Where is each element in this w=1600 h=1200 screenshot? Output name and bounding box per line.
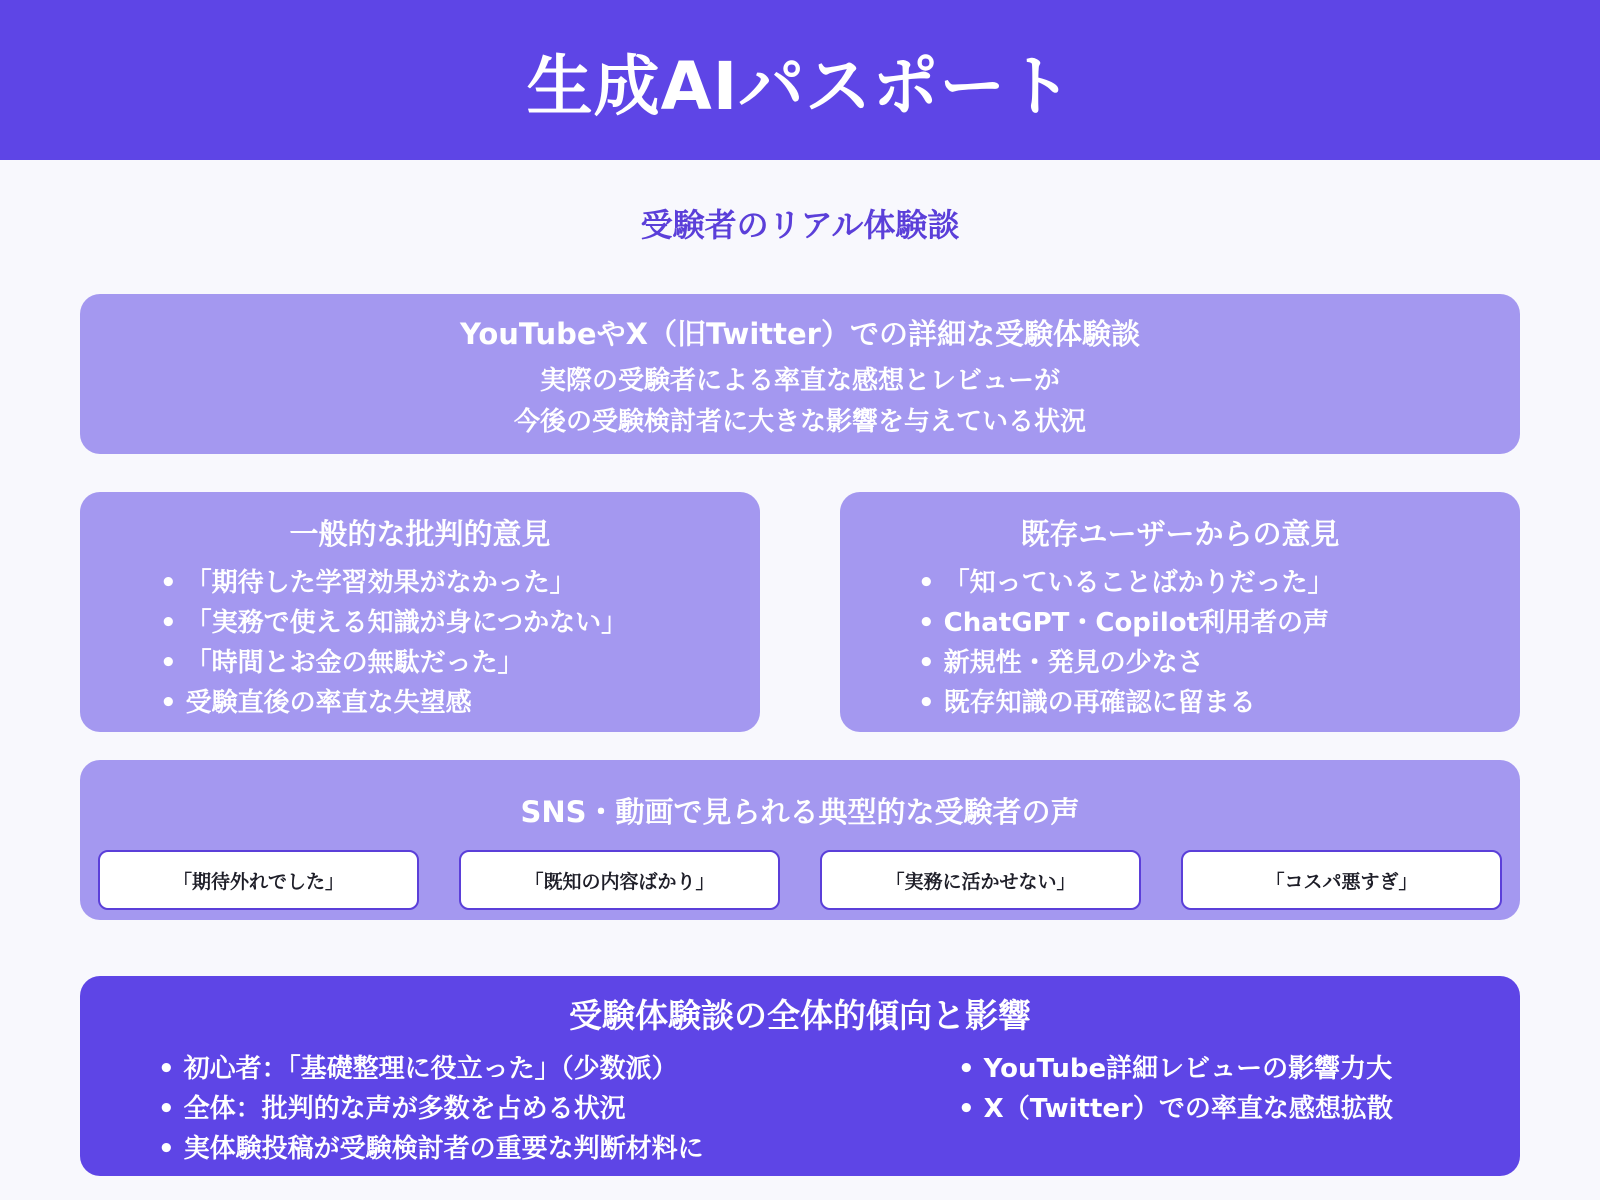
existing-users-list (840, 563, 1520, 723)
quote-box: 「既知の内容ばかり」 (459, 850, 780, 910)
quote-box: 「期待外れでした」 (98, 850, 419, 910)
top-panel-line: 今後の受験検討者に大きな影響を与えている状況 (513, 407, 1086, 437)
sns-voices-panel (80, 760, 1520, 920)
summary-title: 受験体験談の全体的傾向と影響 (569, 996, 1031, 1035)
quote-row (98, 850, 1502, 910)
critical-opinions-title: 一般的な批判的意見 (289, 517, 551, 551)
header-banner (0, 0, 1600, 160)
sns-voices-title: SNS・動画で見られる典型的な受験者の声 (520, 795, 1080, 829)
list-item: • 受験直後の率直な失望感 (160, 683, 760, 723)
list-item: • ChatGPT・Copilot利用者の声 (918, 603, 1520, 643)
list-item: • 実体験投稿が受験検討者の重要な判断材料に (158, 1129, 704, 1169)
top-panel (80, 294, 1520, 454)
list-item: • YouTube詳細レビューの影響力大 (958, 1049, 1393, 1089)
page-title: 生成AIパスポート (526, 47, 1074, 125)
list-item: • 「実務で使える知識が身につかない」 (160, 603, 760, 643)
list-item: • X（Twitter）での率直な感想拡散 (958, 1089, 1393, 1129)
page-subtitle: 受験者のリアル体験談 (640, 206, 960, 244)
existing-users-title: 既存ユーザーからの意見 (1020, 517, 1340, 551)
critical-opinions-panel (80, 492, 760, 732)
summary-panel (80, 976, 1520, 1176)
existing-users-panel (840, 492, 1520, 732)
list-item: • 「知っていることばかりだった」 (918, 563, 1520, 603)
critical-opinions-list (80, 563, 760, 723)
summary-left-list (158, 1049, 704, 1169)
top-panel-description (80, 361, 1520, 443)
quote-box: 「コスパ悪すぎ」 (1181, 850, 1502, 910)
list-item: • 「期待した学習効果がなかった」 (160, 563, 760, 603)
summary-right-list (958, 1049, 1393, 1129)
top-panel-line: 実際の受験者による率直な感想とレビューが (539, 366, 1060, 396)
list-item: • 「時間とお金の無駄だった」 (160, 643, 760, 683)
list-item: • 初心者：「基礎整理に役立った」（少数派） (158, 1049, 704, 1089)
top-panel-title: YouTubeやX（旧Twitter）での詳細な受験体験談 (460, 317, 1140, 351)
list-item: • 全体：批判的な声が多数を占める状況 (158, 1089, 704, 1129)
quote-box: 「実務に活かせない」 (820, 850, 1141, 910)
list-item: • 既存知識の再確認に留まる (918, 683, 1520, 723)
list-item: • 新規性・発見の少なさ (918, 643, 1520, 683)
